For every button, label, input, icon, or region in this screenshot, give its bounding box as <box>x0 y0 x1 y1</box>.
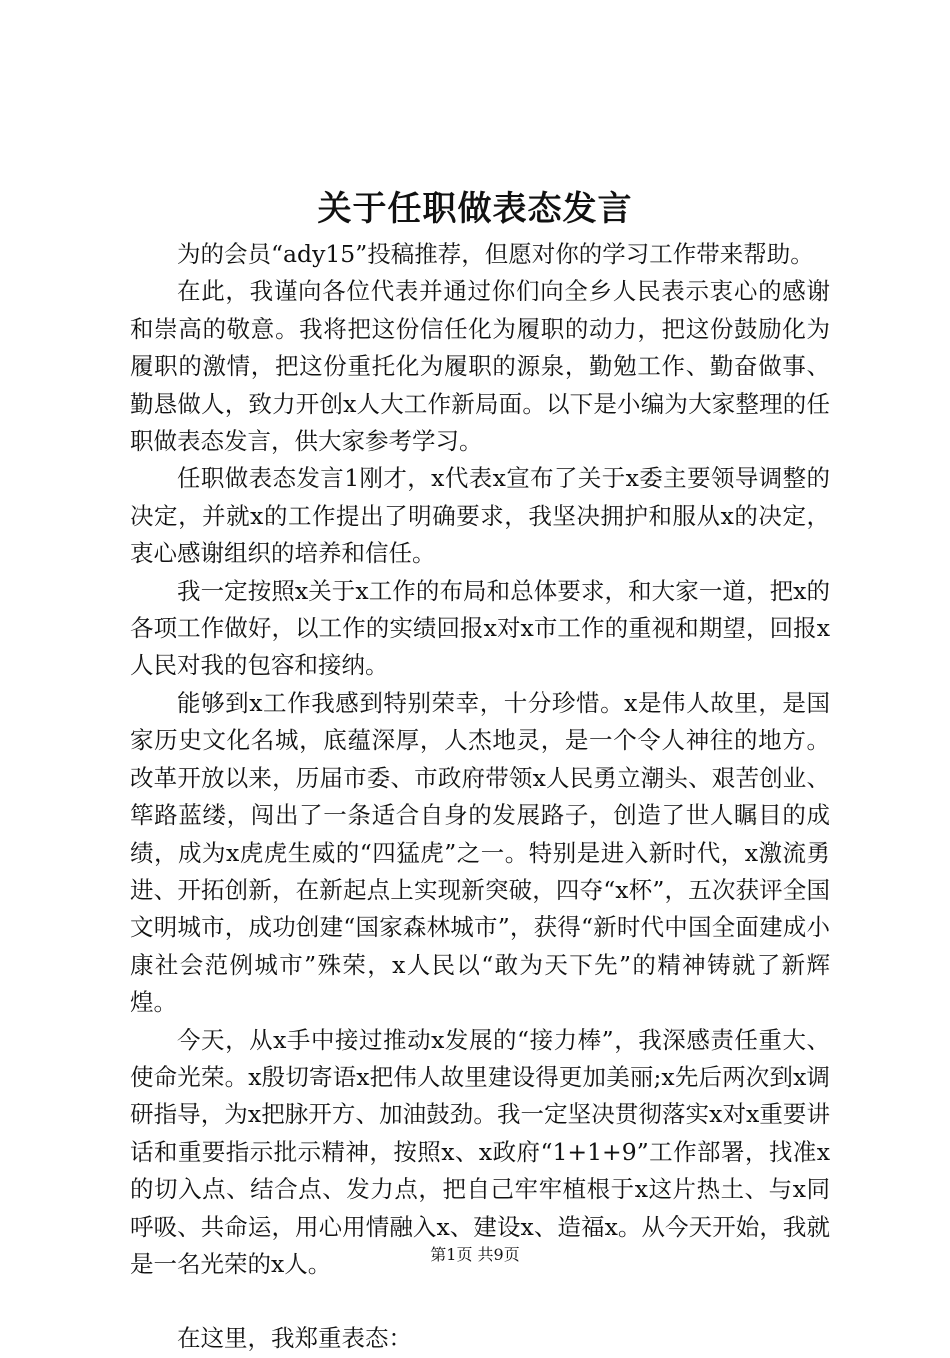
document-title: 关于任职做表态发言 <box>317 189 633 229</box>
paragraph-6: 今天，从x手中接过推动x发展的“接力棒”，我深感责任重大、使命光荣。x殷切寄语x把伟人故里建设得更加美丽;x先后两次到x调研指导，为x把脉开方、加油鼓劲。我一定坚决贯彻落实x对x重要讲话和重要指示批示精神，按照x、x政府“1+1+9”工作部署，找准x的切入点、结合点、发力点，把自己牢牢植根于x这片热土、与x同呼吸、共命运，用心用情融入x、建设x、造福x。从今天开始，我就是一名光荣的x人。 <box>130 1025 830 1278</box>
paragraph-7: 在这里，我郑重表态： <box>177 1324 412 1353</box>
paragraph-1: 为的会员“ady15”投稿推荐，但愿对你的学习工作带来帮助。 <box>177 240 814 268</box>
paragraph-5: 能够到x工作我感到特别荣幸，十分珍惜。x是伟人故里，是国家历史文化名城，底蕴深厚，人杰地灵，是一个令人神往的地方。改革开放以来，历届市委、市政府带领x人民勇立潮头、艰苦创业、筚路蓝缕，闯出了一条适合自身的发展路子，创造了世人瞩目的成绩，成为x虎虎生威的“四猛虎”之一。特别是进入新时代，x激流勇进、开拓创新，在新起点上实现新突破，四夺“x杯”，五次获评全国文明城市，成功创建“国家森林城市”，获得“新时代中国全面建成小康社会范例城市”殊荣，x人民以“敢为天下先”的精神铸就了新辉煌。 <box>130 688 830 1017</box>
page-footer: 第1页 共9页 <box>430 1245 520 1264</box>
paragraph-2: 在此，我谨向各位代表并通过你们向全乡人民表示衷心的感谢和崇高的敬意。我将把这份信任化为履职的动力，把这份鼓励化为履职的激情，把这份重托化为履职的源泉，勤勉工作、勤奋做事、勤恳做人，致力开创x人大工作新局面。以下是小编为大家整理的任职做表态发言，供大家参考学习。 <box>130 277 830 456</box>
paragraph-3: 任职做表态发言1刚才，x代表x宣布了关于x委主要领导调整的决定，并就x的工作提出了明确要求，我坚决拥护和服从x的决定，衷心感谢组织的培养和信任。 <box>130 464 830 568</box>
document-body <box>130 236 830 1358</box>
paragraph-4: 我一定按照x关于x工作的布局和总体要求，和大家一道，把x的各项工作做好，以工作的实绩回报x对x市工作的重视和期望，回报x人民对我的包容和接纳。 <box>130 576 830 680</box>
